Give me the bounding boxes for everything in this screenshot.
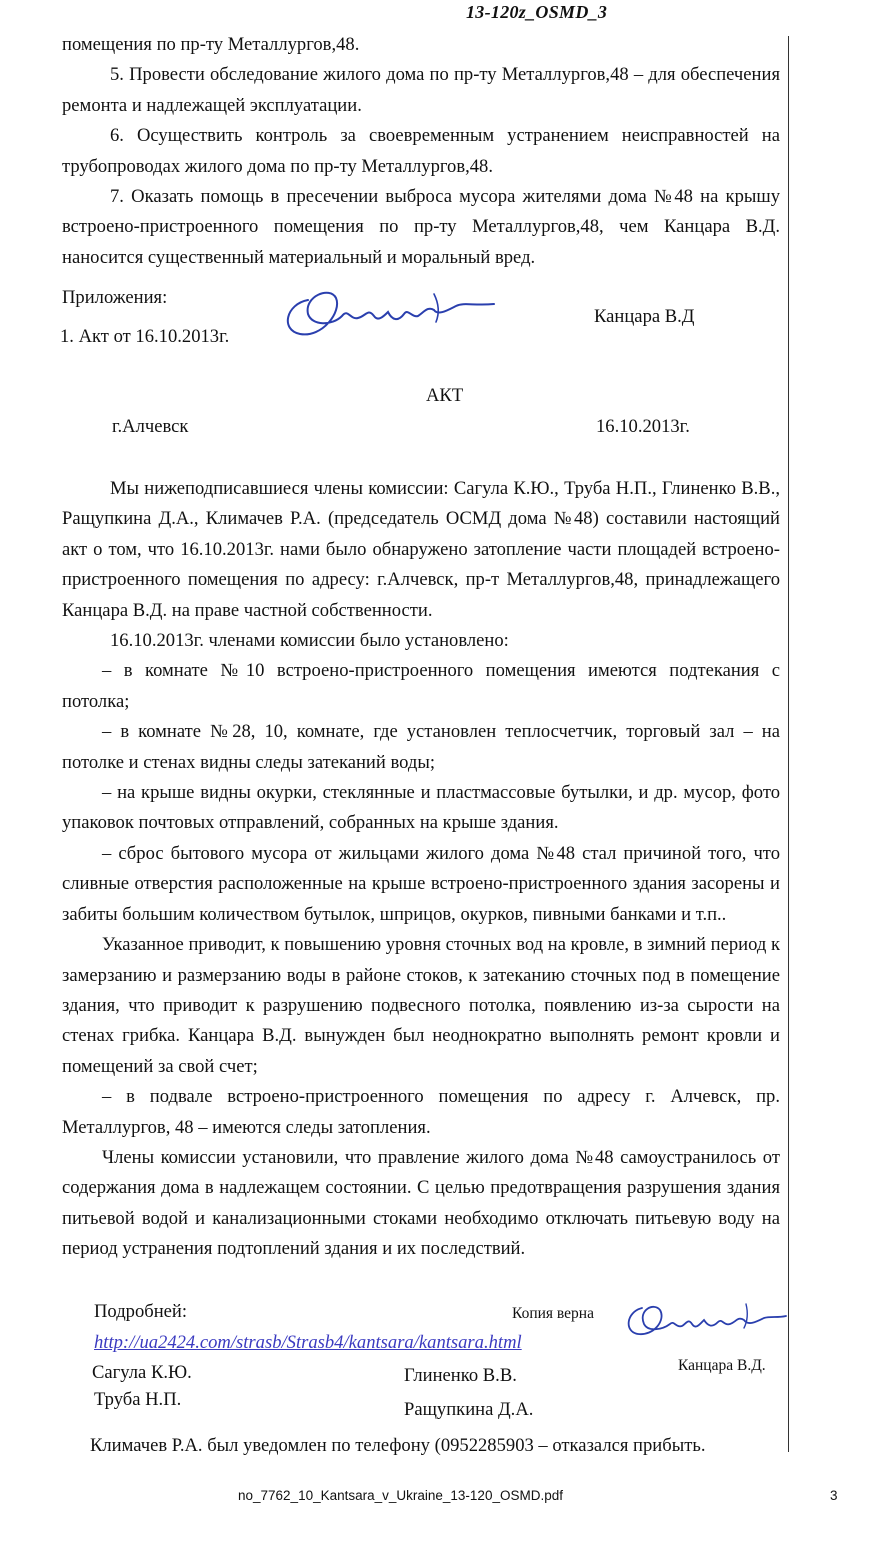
act-finding-1: – в комнате №10 встроено-пристроенного помещения имеются подтекания с потолка; <box>62 660 780 712</box>
act-paragraph-consequences: Указанное приводит, к повышению уровня сточных вод на кровле, в зимний период к замерзанию и размерзанию воды в районе стоков, к затеканию сточных под в помещение здания, что приводит к разрушению подвесного потолка, появлению из-за сырости на стенах грибка. Канцара В.Д. вынужден был неоднократно выполнять ремонт кровли и помещений за свой счет; <box>62 934 780 1077</box>
notification-note: Климачев Р.А. был уведомлен по телефону (0952285903 – отказался прибыть. <box>90 1435 706 1456</box>
act-finding-2: – в комнате №28, 10, комнате, где установлен теплосчетчик, торговый зал – на потолке и стенах видны следы затеканий воды; <box>62 721 780 773</box>
attachment-item-1: 1. Акт от 16.10.2013г. <box>60 326 230 347</box>
footer-page-number: 3 <box>830 1488 838 1503</box>
right-margin-rule <box>788 36 789 1452</box>
letter-item-6: 6. Осуществить контроль за своевременным устранением неисправностей на трубопроводах жилого дома по пр-ту Металлургов,48. <box>62 125 780 177</box>
act-finding-3: – на крыше видны окурки, стеклянные и пластмассовые бутылки, и др. мусор, фото упаковок почтовых отправлений, собранных на крыше здания. <box>62 782 780 834</box>
act-title: АКТ <box>426 385 464 406</box>
document-code: 13-120z_OSMD_3 <box>466 2 608 22</box>
act-paragraph-intro: Мы нижеподписавшиеся члены комиссии: Сагула К.Ю., Труба Н.П., Глиненко В.В., Ращупкина Д.А., Климачев Р.А. (председатель ОСМД дома №48) составили настоящий акт о том, что 16.10.2013г. нами было обнаружено затопление части площадей встроено-пристроенного помещения по адресу: г.Алчевск, пр-т Металлургов,48, принадлежащего Канцара В.Д. на праве частной собственности. <box>62 478 780 621</box>
letter-paragraph-continued: помещения по пр-ту Металлургов,48. <box>62 34 360 55</box>
letter-item-5: 5. Провести обследование жилого дома по пр-ту Металлургов,48 – для обеспечения ремонта и надлежащей эксплуатации. <box>62 64 780 116</box>
letter-body <box>62 30 780 273</box>
act-body <box>62 474 780 1265</box>
source-link[interactable]: http://ua2424.com/strasb/Strasb4/kantsara/kantsara.html <box>94 1332 522 1353</box>
footer-filename: no_7762_10_Kantsara_v_Ukraine_13-120_OSMD.pdf <box>238 1488 563 1503</box>
copy-certified-note: Копия верна <box>512 1305 594 1322</box>
member-rashchupkina: Ращупкина Д.А. <box>404 1399 534 1420</box>
act-city: г.Алчевск <box>112 416 189 437</box>
member-glinenko: Глиненко В.В. <box>404 1365 517 1386</box>
member-truba: Труба Н.П. <box>94 1389 182 1410</box>
copy-signer-name: Канцара В.Д. <box>678 1357 766 1374</box>
act-paragraph-established: 16.10.2013г. членами комиссии было установлено: <box>110 630 509 652</box>
letter-signature <box>278 282 500 344</box>
copy-signature <box>620 1296 790 1344</box>
letter-signer-name: Канцара В.Д <box>594 306 695 327</box>
act-finding-basement: – в подвале встроено-пристроенного помещения по адресу г. Алчевск, пр. Металлургов, 48 – имеются следы затопления. <box>62 1086 780 1138</box>
act-paragraph-conclusion: Члены комиссии установили, что правление жилого дома №48 самоустранилось от содержания дома в надлежащем состоянии. С целью предотвращения разрушения здания питьевой водой и канализационными стоками необходимо отключать питьевую воду на период устранения подтоплений здания и их последствий. <box>62 1146 780 1260</box>
act-date: 16.10.2013г. <box>596 416 690 437</box>
more-info-label: Подробней: <box>94 1301 188 1322</box>
act-finding-4: – сброс бытового мусора от жильцами жилого дома №48 стал причиной того, что сливные отверстия расположенные на крыше встроено-пристроенного здания засорены и забиты большим количеством бутылок, шприцов, окурков, пивными банками и т.п.. <box>62 842 780 925</box>
letter-item-7: 7. Оказать помощь в пресечении выброса мусора жителями дома №48 на крышу встроено-пристроенного помещения по пр-ту Металлургов,48, чем Канцара В.Д. наносится существенный материальный и моральный вред. <box>62 186 780 268</box>
attachments-label: Приложения: <box>62 287 168 308</box>
member-sagula: Сагула К.Ю. <box>92 1362 192 1383</box>
